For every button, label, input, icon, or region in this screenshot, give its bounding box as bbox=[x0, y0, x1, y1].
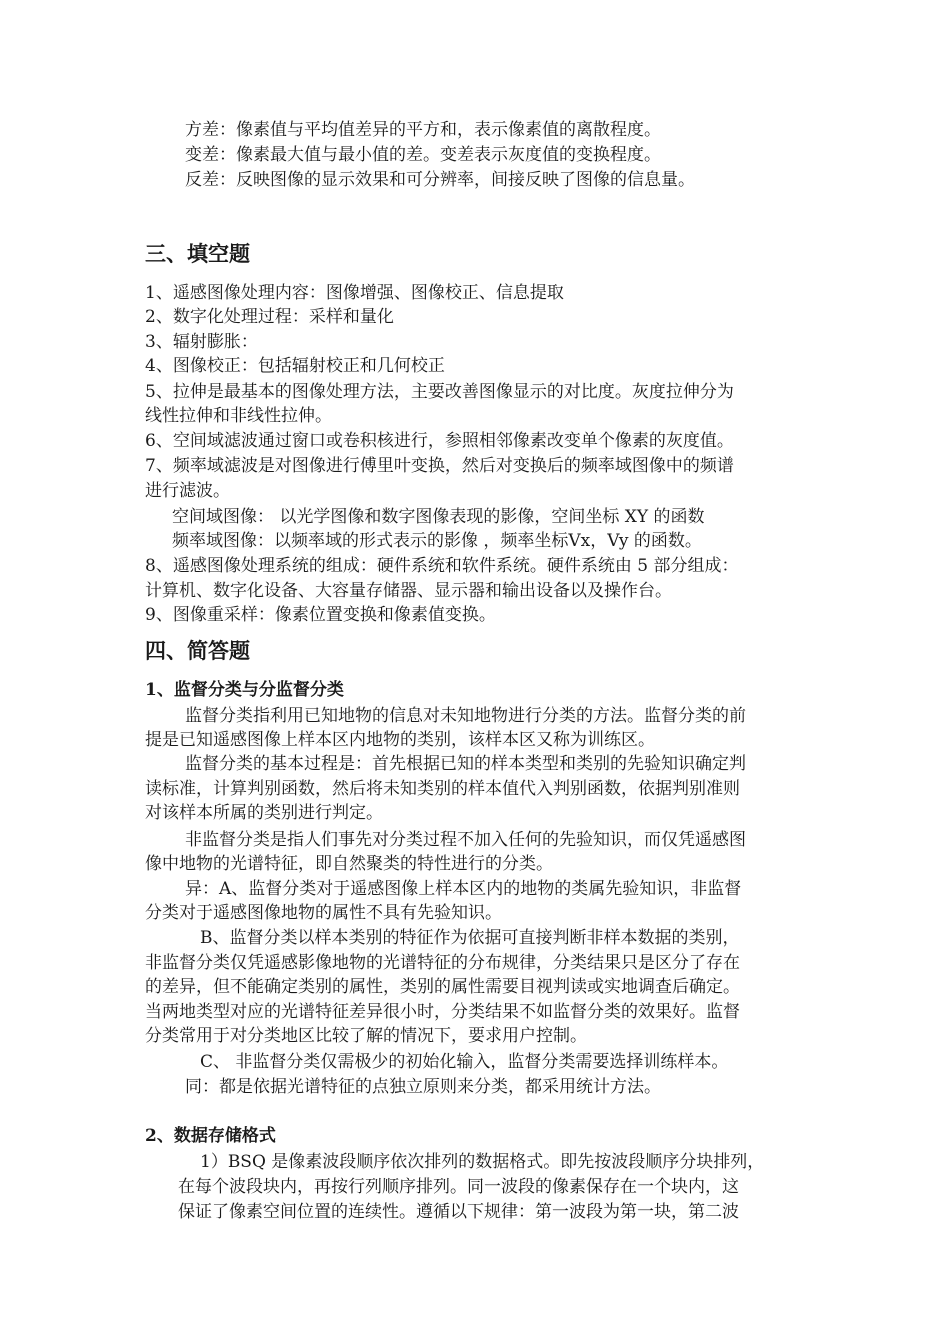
paragraph-line: 分类常用于对分类地区比较了解的情况下，要求用户控制。 bbox=[145, 1026, 587, 1046]
list-item: 7、频率域滤波是对图像进行傅里叶变换，然后对变换后的频率域图像中的频谱 bbox=[145, 456, 734, 476]
paragraph-line: 异：A、监督分类对于遥感图像上样本区内的地物的类属先验知识，非监督 bbox=[185, 879, 742, 899]
list-item: 进行滤波。 bbox=[145, 481, 230, 501]
list-item: 线性拉伸和非线性拉伸。 bbox=[145, 406, 332, 426]
section4-heading: 四、简答题 bbox=[145, 638, 250, 663]
paragraph-line: 提是已知遥感图像上样本区内地物的类别，该样本区又称为训练区。 bbox=[145, 730, 655, 750]
paragraph-line: C、 非监督分类仅需极少的初始化输入，监督分类需要选择训练样本。 bbox=[200, 1052, 729, 1072]
term-variance: 方差：像素值与平均值差异的平方和，表示像素值的离散程度。 bbox=[185, 120, 661, 140]
list-item: 9、图像重采样：像素位置变换和像素值变换。 bbox=[145, 605, 496, 625]
list-item: 6、空间域滤波通过窗口或卷积核进行，参照相邻像素改变单个像素的灰度值。 bbox=[145, 431, 734, 451]
paragraph-line: 对该样本所属的类别进行判定。 bbox=[145, 803, 383, 823]
list-item: 空间域图像： 以光学图像和数字图像表现的影像，空间坐标 XY 的函数 bbox=[172, 507, 705, 527]
paragraph-line: 在每个波段块内，再按行列顺序排列。同一波段的像素保存在一个块内，这 bbox=[178, 1177, 739, 1197]
paragraph-line: 同：都是依据光谱特征的点独立原则来分类，都采用统计方法。 bbox=[185, 1077, 661, 1097]
paragraph-line: B、监督分类以样本类别的特征作为依据可直接判断非样本数据的类别， bbox=[200, 928, 740, 948]
q1-title: 1、监督分类与分监督分类 bbox=[145, 680, 344, 700]
paragraph-line: 像中地物的光谱特征，即自然聚类的特性进行的分类。 bbox=[145, 854, 553, 874]
paragraph-line: 1）BSQ 是像素波段顺序依次排列的数据格式。即先按波段顺序分块排列， bbox=[200, 1152, 765, 1172]
paragraph-line: 监督分类指利用已知地物的信息对未知地物进行分类的方法。监督分类的前 bbox=[185, 706, 746, 726]
list-item: 3、辐射膨胀： bbox=[145, 332, 258, 352]
list-item: 5、拉伸是最基本的图像处理方法，主要改善图像显示的对比度。灰度拉伸分为 bbox=[145, 382, 734, 402]
paragraph-line: 监督分类的基本过程是：首先根据已知的样本类型和类别的先验知识确定判 bbox=[185, 754, 746, 774]
q2-title: 2、数据存储格式 bbox=[145, 1126, 276, 1146]
list-item: 4、图像校正：包括辐射校正和几何校正 bbox=[145, 356, 445, 376]
paragraph-line: 非监督分类仅凭遥感影像地物的光谱特征的分布规律，分类结果只是区分了存在 bbox=[145, 953, 740, 973]
paragraph-line: 读标准，计算判别函数，然后将未知类别的样本值代入判别函数，依据判别准则 bbox=[145, 779, 740, 799]
paragraph-line: 保证了像素空间位置的连续性。遵循以下规律：第一波段为第一块，第二波 bbox=[178, 1202, 739, 1222]
list-item: 8、遥感图像处理系统的组成：硬件系统和软件系统。硬件系统由 5 部分组成： bbox=[145, 556, 739, 576]
list-item: 计算机、数字化设备、大容量存储器、显示器和输出设备以及操作台。 bbox=[145, 581, 672, 601]
paragraph-line: 的差异，但不能确定类别的属性，类别的属性需要目视判读或实地调查后确定。 bbox=[145, 977, 740, 997]
section3-heading: 三、填空题 bbox=[145, 241, 250, 266]
term-contrast: 反差：反映图像的显示效果和可分辨率，间接反映了图像的信息量。 bbox=[185, 170, 695, 190]
list-item: 频率域图像：以频率域的形式表示的影像 ，频率坐标Vx，Vy 的函数。 bbox=[172, 531, 702, 551]
paragraph-line: 当两地类型对应的光谱特征差异很小时，分类结果不如监督分类的效果好。监督 bbox=[145, 1002, 740, 1022]
paragraph-line: 非监督分类是指人们事先对分类过程不加入任何的先验知识，而仅凭遥感图 bbox=[185, 830, 746, 850]
paragraph-line: 分类对于遥感图像地物的属性不具有先验知识。 bbox=[145, 903, 502, 923]
list-item: 1、遥感图像处理内容：图像增强、图像校正、信息提取 bbox=[145, 283, 564, 303]
term-range: 变差：像素最大值与最小值的差。变差表示灰度值的变换程度。 bbox=[185, 145, 661, 165]
list-item: 2、数字化处理过程：采样和量化 bbox=[145, 307, 394, 327]
